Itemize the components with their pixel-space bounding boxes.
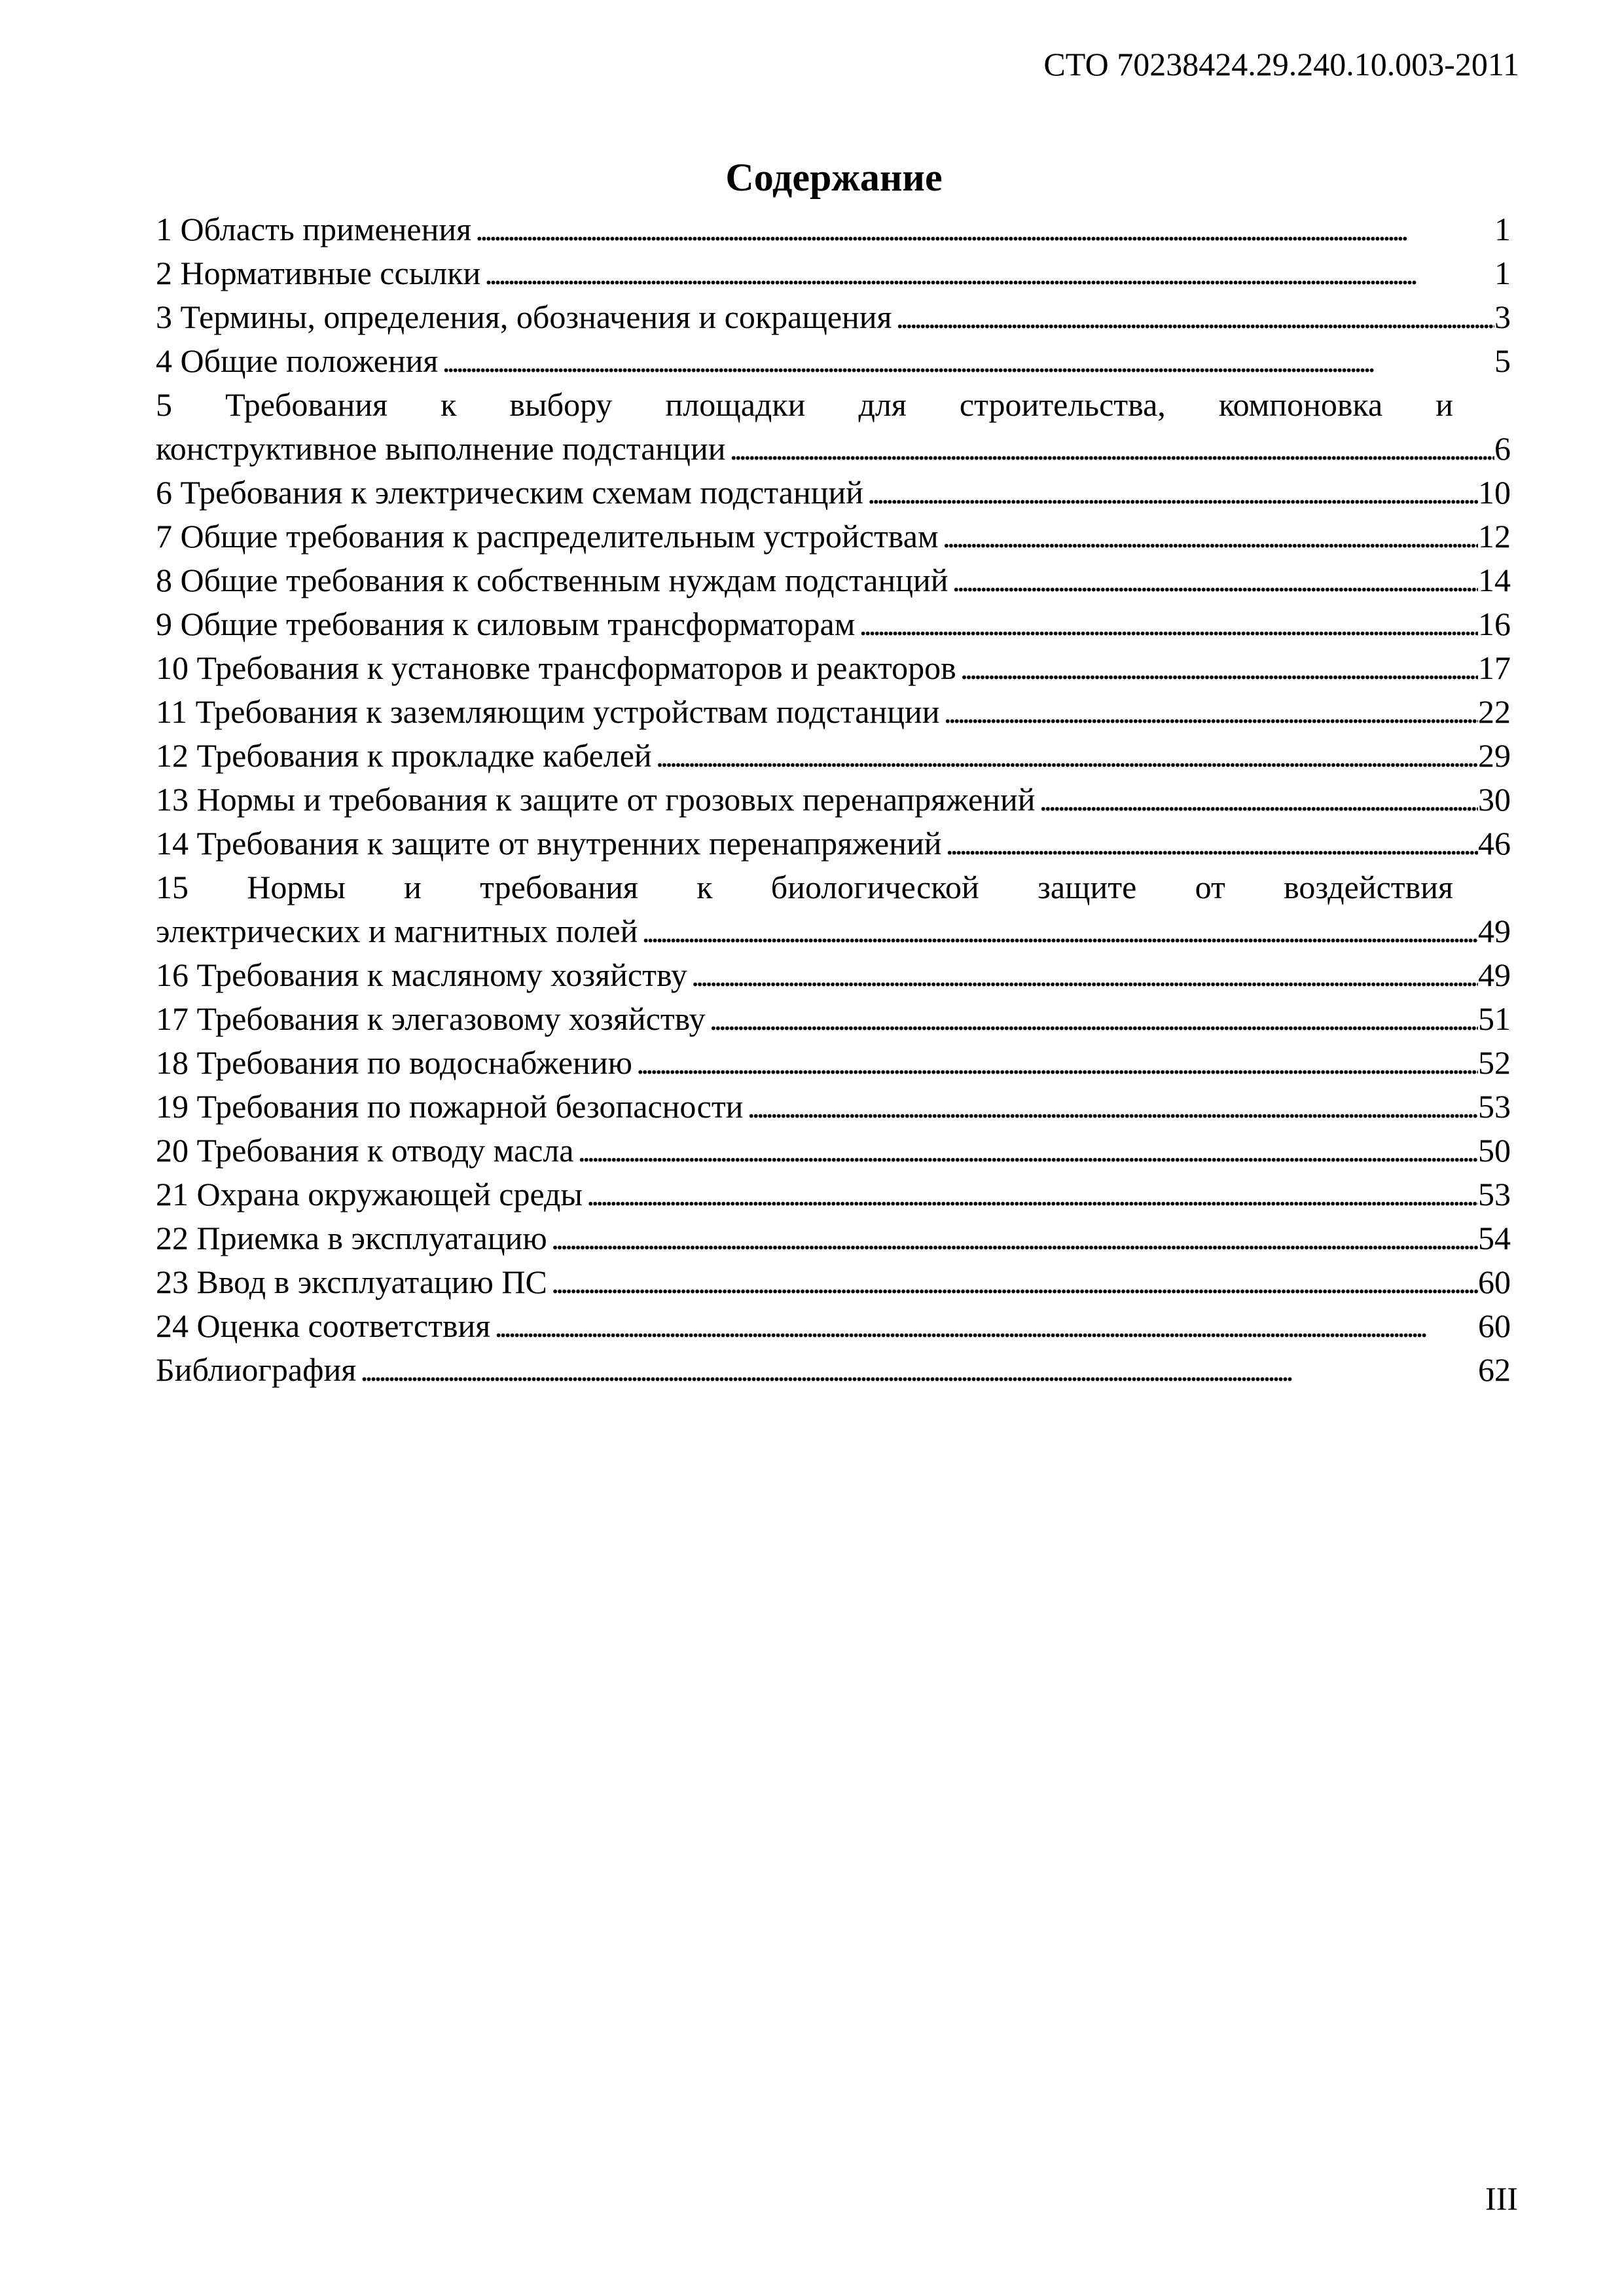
toc-entry-line bbox=[156, 471, 1511, 515]
toc-entry bbox=[156, 1260, 1511, 1304]
document-code: СТО 70238424.29.240.10.003-2011 bbox=[1043, 46, 1519, 82]
toc-entry-line bbox=[156, 997, 1511, 1041]
toc-entry-title-line1: 5 Требования к выбору площадки для строительства, компоновка и bbox=[156, 386, 1453, 423]
toc-entry-title: 18 Требования по водоснабжению bbox=[156, 1044, 632, 1081]
toc-entry bbox=[156, 1304, 1511, 1348]
toc-entry bbox=[156, 471, 1511, 515]
toc-entry-page: 60 bbox=[1478, 1307, 1511, 1344]
toc-entry-page: 12 bbox=[1478, 518, 1511, 555]
toc-entry-line bbox=[156, 515, 1511, 558]
toc-entry-line bbox=[156, 953, 1511, 997]
toc-entry-page: 1 bbox=[1494, 255, 1511, 291]
toc-entry bbox=[156, 1129, 1511, 1173]
page-number: III bbox=[1485, 2180, 1518, 2217]
toc-entry bbox=[156, 778, 1511, 822]
dot-leader bbox=[574, 1129, 1478, 1173]
toc-entry-line bbox=[156, 1260, 1511, 1304]
dot-leader bbox=[687, 953, 1478, 997]
dot-leader bbox=[725, 427, 1494, 471]
toc-entry-title: конструктивное выполнение подстанции bbox=[156, 430, 726, 467]
toc-entry bbox=[156, 997, 1511, 1041]
toc-entry-page: 16 bbox=[1478, 606, 1511, 642]
toc-title: Содержание bbox=[725, 156, 943, 199]
dot-leader bbox=[638, 909, 1478, 953]
toc-list bbox=[156, 208, 1511, 1392]
toc-entry bbox=[156, 208, 1511, 251]
dot-leader bbox=[948, 558, 1478, 602]
toc-entry-line bbox=[156, 690, 1511, 734]
toc-entry-line bbox=[156, 734, 1511, 778]
toc-entry-line bbox=[156, 1129, 1511, 1173]
dot-leader bbox=[438, 339, 1494, 383]
toc-entry-title: 10 Требования к установке трансформаторов и реакторов bbox=[156, 649, 956, 686]
toc-entry bbox=[156, 646, 1511, 690]
toc-entry-page: 54 bbox=[1478, 1220, 1511, 1256]
toc-entry-line bbox=[156, 339, 1511, 383]
toc-entry-page: 60 bbox=[1478, 1264, 1511, 1300]
toc-entry bbox=[156, 690, 1511, 734]
toc-entry-title: 12 Требования к прокладке кабелей bbox=[156, 737, 652, 774]
toc-entry-title: 2 Нормативные ссылки bbox=[156, 255, 481, 291]
dot-leader bbox=[939, 515, 1478, 558]
toc-entry-page: 62 bbox=[1478, 1351, 1511, 1388]
toc-entry bbox=[156, 558, 1511, 602]
toc-entry bbox=[156, 339, 1511, 383]
toc-entry-line bbox=[156, 558, 1511, 602]
dot-leader bbox=[547, 1260, 1478, 1304]
toc-entry-title: 9 Общие требования к силовым трансформаторам bbox=[156, 606, 856, 642]
toc-entry-title: 8 Общие требования к собственным нуждам подстанций bbox=[156, 562, 948, 598]
toc-entry-title: 19 Требования по пожарной безопасности bbox=[156, 1088, 744, 1125]
dot-leader bbox=[942, 822, 1479, 866]
dot-leader bbox=[547, 1216, 1478, 1260]
toc-entry bbox=[156, 822, 1511, 866]
toc-entry-title: 3 Термины, определения, обозначения и сокращения bbox=[156, 299, 892, 335]
toc-entry-page: 6 bbox=[1494, 430, 1511, 467]
toc-entry-page: 3 bbox=[1494, 299, 1511, 335]
toc-entry-title: Библиография bbox=[156, 1351, 357, 1388]
dot-leader bbox=[652, 734, 1478, 778]
toc-entry-line bbox=[156, 208, 1511, 251]
toc-entry bbox=[156, 734, 1511, 778]
dot-leader bbox=[471, 208, 1494, 251]
toc-entry-title: 14 Требования к защите от внутренних перенапряжений bbox=[156, 825, 942, 862]
toc-entry-line bbox=[156, 251, 1511, 295]
dot-leader bbox=[863, 471, 1478, 515]
toc-entry-title-line1: 15 Нормы и требования к биологической защите от воздействия bbox=[156, 869, 1453, 905]
toc-entry bbox=[156, 515, 1511, 558]
toc-entry-page: 51 bbox=[1478, 1000, 1511, 1037]
dot-leader bbox=[480, 251, 1494, 295]
toc-entry-line bbox=[156, 1216, 1511, 1260]
dot-leader bbox=[632, 1041, 1478, 1085]
toc-entry-title: 6 Требования к электрическим схемам подстанций bbox=[156, 474, 863, 511]
toc-entry-page: 14 bbox=[1478, 562, 1511, 598]
toc-entry-page: 49 bbox=[1478, 957, 1511, 993]
toc-entry-line bbox=[156, 1085, 1511, 1129]
toc-entry bbox=[156, 953, 1511, 997]
toc-entry-line bbox=[156, 822, 1511, 866]
toc-entry bbox=[156, 1041, 1511, 1085]
dot-leader bbox=[356, 1348, 1478, 1392]
toc-entry bbox=[156, 383, 1511, 471]
toc-entry-line bbox=[156, 295, 1511, 339]
toc-entry-title: 13 Нормы и требования к защите от грозовых перенапряжений bbox=[156, 781, 1036, 818]
toc-entry-page: 5 bbox=[1494, 342, 1511, 379]
dot-leader bbox=[706, 997, 1478, 1041]
toc-entry-title: 20 Требования к отводу масла bbox=[156, 1132, 574, 1169]
toc-entry-line bbox=[156, 1173, 1511, 1216]
toc-entry-title: 11 Требования к заземляющим устройствам подстанции bbox=[156, 693, 940, 730]
toc-entry-title: 24 Оценка соответствия bbox=[156, 1307, 491, 1344]
dot-leader bbox=[583, 1173, 1478, 1216]
toc-entry-page: 53 bbox=[1478, 1176, 1511, 1212]
toc-entry bbox=[156, 1085, 1511, 1129]
toc-entry-line bbox=[156, 646, 1511, 690]
toc-entry-page: 52 bbox=[1478, 1044, 1511, 1081]
dot-leader bbox=[490, 1304, 1478, 1348]
toc-entry-page: 30 bbox=[1478, 781, 1511, 818]
toc-entry-line bbox=[156, 778, 1511, 822]
toc-entry bbox=[156, 602, 1511, 646]
dot-leader bbox=[892, 295, 1494, 339]
dot-leader bbox=[743, 1085, 1478, 1129]
toc-entry-title: 7 Общие требования к распределительным устройствам bbox=[156, 518, 939, 555]
toc-entry-title: 21 Охрана окружающей среды bbox=[156, 1176, 583, 1212]
dot-leader bbox=[939, 690, 1478, 734]
toc-entry-title: 1 Область применения bbox=[156, 211, 472, 247]
toc-entry-title: 23 Ввод в эксплуатацию ПС bbox=[156, 1264, 547, 1300]
toc-entry-line bbox=[156, 909, 1511, 953]
toc-entry-title: 22 Приемка в эксплуатацию bbox=[156, 1220, 547, 1256]
toc-entry-line bbox=[156, 1304, 1511, 1348]
toc-entry-page: 46 bbox=[1478, 825, 1511, 862]
toc-entry bbox=[156, 1173, 1511, 1216]
toc-entry bbox=[156, 1216, 1511, 1260]
toc-entry-page: 50 bbox=[1478, 1132, 1511, 1169]
toc-entry bbox=[156, 295, 1511, 339]
toc-entry-page: 22 bbox=[1478, 693, 1511, 730]
dot-leader bbox=[855, 602, 1478, 646]
toc-entry-page: 10 bbox=[1478, 474, 1511, 511]
toc-entry-page: 49 bbox=[1478, 913, 1511, 949]
toc-entry-title: 17 Требования к элегазовому хозяйству bbox=[156, 1000, 706, 1037]
toc-entry-line bbox=[156, 427, 1511, 471]
toc-entry-line bbox=[156, 602, 1511, 646]
toc-entry-title: 4 Общие положения bbox=[156, 342, 439, 379]
dot-leader bbox=[1036, 778, 1478, 822]
toc-entry bbox=[156, 866, 1511, 953]
toc-entry-line bbox=[156, 1348, 1511, 1392]
toc-entry-title: 16 Требования к масляному хозяйству bbox=[156, 957, 687, 993]
toc-entry-page: 29 bbox=[1478, 737, 1511, 774]
toc-entry-page: 53 bbox=[1478, 1088, 1511, 1125]
toc-entry bbox=[156, 1348, 1511, 1392]
dot-leader bbox=[956, 646, 1478, 690]
toc-entry-title: электрических и магнитных полей bbox=[156, 913, 638, 949]
toc-entry-page: 17 bbox=[1478, 649, 1511, 686]
toc-entry-line bbox=[156, 1041, 1511, 1085]
toc-entry-page: 1 bbox=[1494, 211, 1511, 247]
toc-entry bbox=[156, 251, 1511, 295]
